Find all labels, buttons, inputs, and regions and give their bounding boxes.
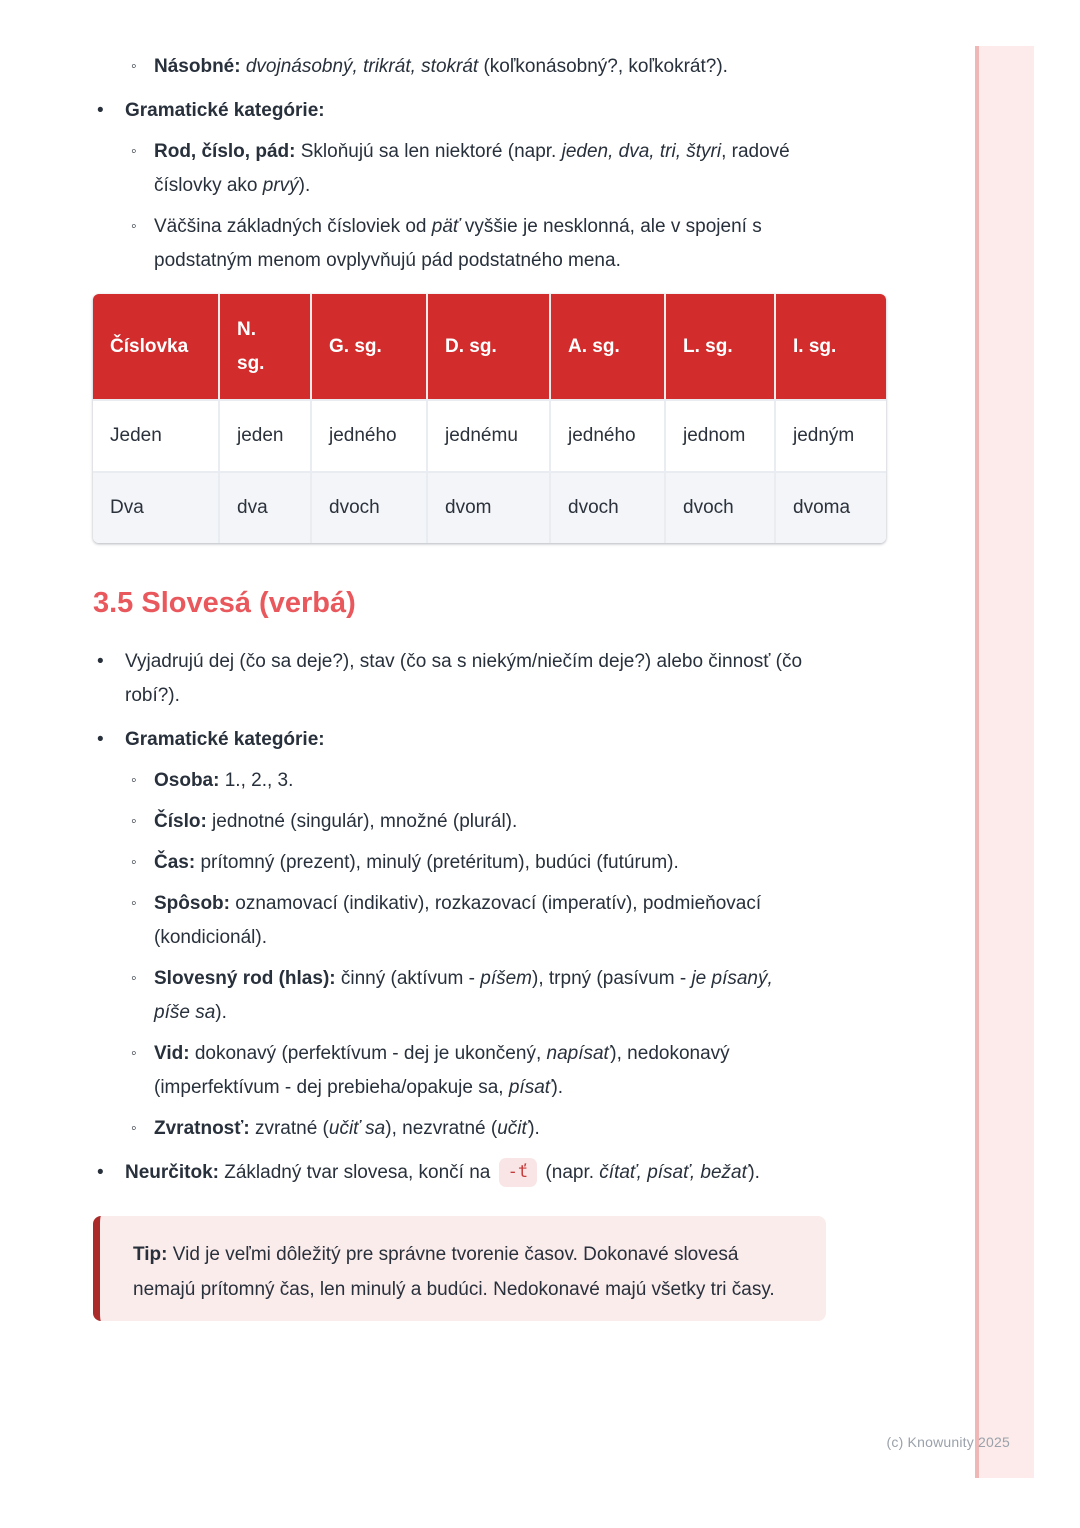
table-header-row	[93, 294, 886, 399]
table-cell: jeden	[220, 399, 312, 471]
item-label: Gramatické kategórie:	[125, 729, 325, 750]
bullet-circle-icon: ◦	[131, 218, 137, 235]
item-text: ).	[551, 1077, 564, 1098]
header-cell: A. sg.	[551, 294, 666, 399]
tip-label: Tip:	[133, 1244, 168, 1265]
header-cell: G. sg.	[312, 294, 428, 399]
list-item-grammar-categories-verbs	[93, 723, 805, 757]
tip-callout	[93, 1216, 826, 1321]
header-cell: I. sg.	[776, 294, 886, 399]
list-item-text	[125, 723, 805, 757]
list-item-aspect	[131, 1037, 805, 1105]
item-label: Spôsob:	[154, 893, 230, 914]
list-item-multiplicative	[131, 50, 805, 84]
item-italic: píšem	[480, 968, 533, 989]
header-cell: Číslovka	[93, 294, 220, 399]
item-label: Rod, číslo, pád:	[154, 141, 296, 162]
list-item-text	[125, 94, 805, 128]
bullet-circle-icon: ◦	[131, 813, 137, 830]
item-text: ).	[528, 1118, 540, 1139]
header-cell: L. sg.	[666, 294, 776, 399]
list-item-text	[154, 210, 805, 278]
item-text: oznamovací (indikativ), rozkazovací (imperatív), podmieňovací (kondicionál).	[154, 893, 762, 948]
item-text: Skloňujú sa len niektoré (napr.	[295, 141, 562, 162]
table-cell: jedného	[551, 399, 666, 471]
declension-table	[93, 294, 886, 543]
item-text: ).	[298, 175, 311, 196]
bullet-circle-icon: ◦	[131, 772, 137, 789]
item-text: ), trpný (pasívum -	[532, 968, 692, 989]
item-italic: učiť	[497, 1118, 529, 1139]
list-item-text	[154, 887, 805, 955]
table-cell: jedným	[776, 399, 886, 471]
table-cell: dvoch	[666, 471, 776, 543]
section-heading-verbs: 3.5 Slovesá (verbá)	[93, 587, 356, 619]
list-item-tense	[131, 846, 805, 880]
item-italic: päť	[431, 216, 460, 237]
bullet-dot-icon: •	[97, 100, 104, 121]
bullet-circle-icon: ◦	[131, 970, 137, 987]
item-text: ).	[748, 1162, 760, 1183]
item-text: 1., 2., 3.	[219, 770, 294, 791]
table-cell: dvoch	[312, 471, 428, 543]
item-label: Násobné:	[154, 56, 241, 77]
infinitive-suffix-badge: -ť	[499, 1158, 537, 1187]
right-margin-stripe	[975, 46, 1034, 1478]
table-row	[93, 399, 886, 471]
item-text: Väčšina základných čísloviek od	[154, 216, 432, 237]
item-text: , radové číslovky ako	[154, 141, 790, 196]
item-italic: písať	[508, 1077, 552, 1098]
list-item-mood	[131, 887, 805, 955]
item-text: ).	[215, 1002, 227, 1023]
list-item-text	[154, 50, 805, 84]
item-label: Čas:	[154, 852, 196, 873]
table-cell: dva	[220, 471, 312, 543]
copyright-footer: (c) Knowunity 2025	[886, 1434, 1010, 1450]
table-cell: dvom	[428, 471, 551, 543]
list-item-verb-definition	[93, 645, 805, 713]
table-cell: dvoma	[776, 471, 886, 543]
list-item-indeclinable	[131, 210, 805, 278]
table-cell: jednom	[666, 399, 776, 471]
item-text: prítomný (prezent), minulý (pretéritum), budúci (futúrum).	[195, 852, 679, 873]
header-cell: D. sg.	[428, 294, 551, 399]
list-item-declension	[131, 135, 805, 203]
item-text: ), nezvratné (	[385, 1118, 498, 1139]
table-cell: dvoch	[551, 471, 666, 543]
list-item-number	[131, 805, 805, 839]
page-content	[93, 0, 855, 1321]
list-item-text	[154, 764, 805, 798]
item-label: Neurčitok:	[125, 1162, 219, 1183]
item-text: činný (aktívum -	[335, 968, 481, 989]
list-item-grammar-categories	[93, 94, 805, 128]
item-text: vyššie je nesklonná, ale v spojení s podstatným menom ovplyvňujú pád podstatného mena.	[154, 216, 762, 271]
list-item-reflexivity	[131, 1112, 805, 1146]
item-text: ), nedokonavý (imperfektívum - dej prebieha/opakuje sa,	[154, 1043, 730, 1098]
list-item-person	[131, 764, 805, 798]
bullet-circle-icon: ◦	[131, 143, 137, 160]
item-text: zvratné (	[249, 1118, 329, 1139]
list-item-infinitive	[93, 1156, 805, 1190]
list-item-text	[154, 1037, 805, 1105]
bullet-dot-icon: •	[97, 729, 104, 750]
item-label: Zvratnosť:	[154, 1118, 250, 1139]
bullet-circle-icon: ◦	[131, 58, 137, 75]
item-text: Vyjadrujú dej (čo sa deje?), stav (čo sa s niekým/niečím deje?) alebo činnosť (čo robí?).	[125, 651, 803, 706]
list-item-text	[154, 1112, 805, 1146]
bullet-circle-icon: ◦	[131, 1120, 137, 1137]
header-cell: N. sg.	[220, 294, 312, 399]
item-italic: je písaný, píše sa	[154, 968, 773, 1023]
bullet-circle-icon: ◦	[131, 895, 137, 912]
bullet-circle-icon: ◦	[131, 1045, 137, 1062]
item-italic: učiť sa	[328, 1118, 386, 1139]
table-cell: Jeden	[93, 399, 220, 471]
list-item-text	[125, 1156, 805, 1190]
item-text: jednotné (singulár), množné (plurál).	[206, 811, 518, 832]
item-text: dokonavý (perfektívum - dej je ukončený,	[189, 1043, 547, 1064]
list-item-text	[154, 846, 805, 880]
table-cell: jedného	[312, 399, 428, 471]
item-text: Základný tvar slovesa, končí na	[218, 1162, 496, 1183]
table-cell: Dva	[93, 471, 220, 543]
bullet-circle-icon: ◦	[131, 854, 137, 871]
bullet-dot-icon: •	[97, 651, 104, 672]
item-italic: prvý	[262, 175, 299, 196]
bullet-dot-icon: •	[97, 1162, 104, 1183]
item-italic: jeden, dva, tri, štyri	[561, 141, 722, 162]
item-italic: čítať, písať, bežať	[599, 1162, 749, 1183]
item-label: Vid:	[154, 1043, 190, 1064]
list-item-text	[154, 962, 805, 1030]
table-cell: jednému	[428, 399, 551, 471]
item-label: Slovesný rod (hlas):	[154, 968, 336, 989]
list-item-text	[125, 645, 805, 713]
item-label: Číslo:	[154, 811, 207, 832]
list-item-text	[154, 135, 805, 203]
item-examples: dvojnásobný, trikrát, stokrát	[240, 56, 479, 77]
item-rest: (koľkonásobný?, koľkokrát?).	[478, 56, 728, 77]
list-item-voice	[131, 962, 805, 1030]
table-row	[93, 471, 886, 543]
list-item-text	[154, 805, 805, 839]
tip-text: Vid je veľmi dôležitý pre správne tvorenie časov. Dokonavé slovesá nemajú prítomný čas, len minulý a budúci. Nedokonavé majú všetky tri časy.	[133, 1244, 775, 1300]
item-text: (napr.	[540, 1162, 600, 1183]
item-italic: napísať	[546, 1043, 611, 1064]
item-label: Osoba:	[154, 770, 220, 791]
item-label: Gramatické kategórie:	[125, 100, 325, 121]
